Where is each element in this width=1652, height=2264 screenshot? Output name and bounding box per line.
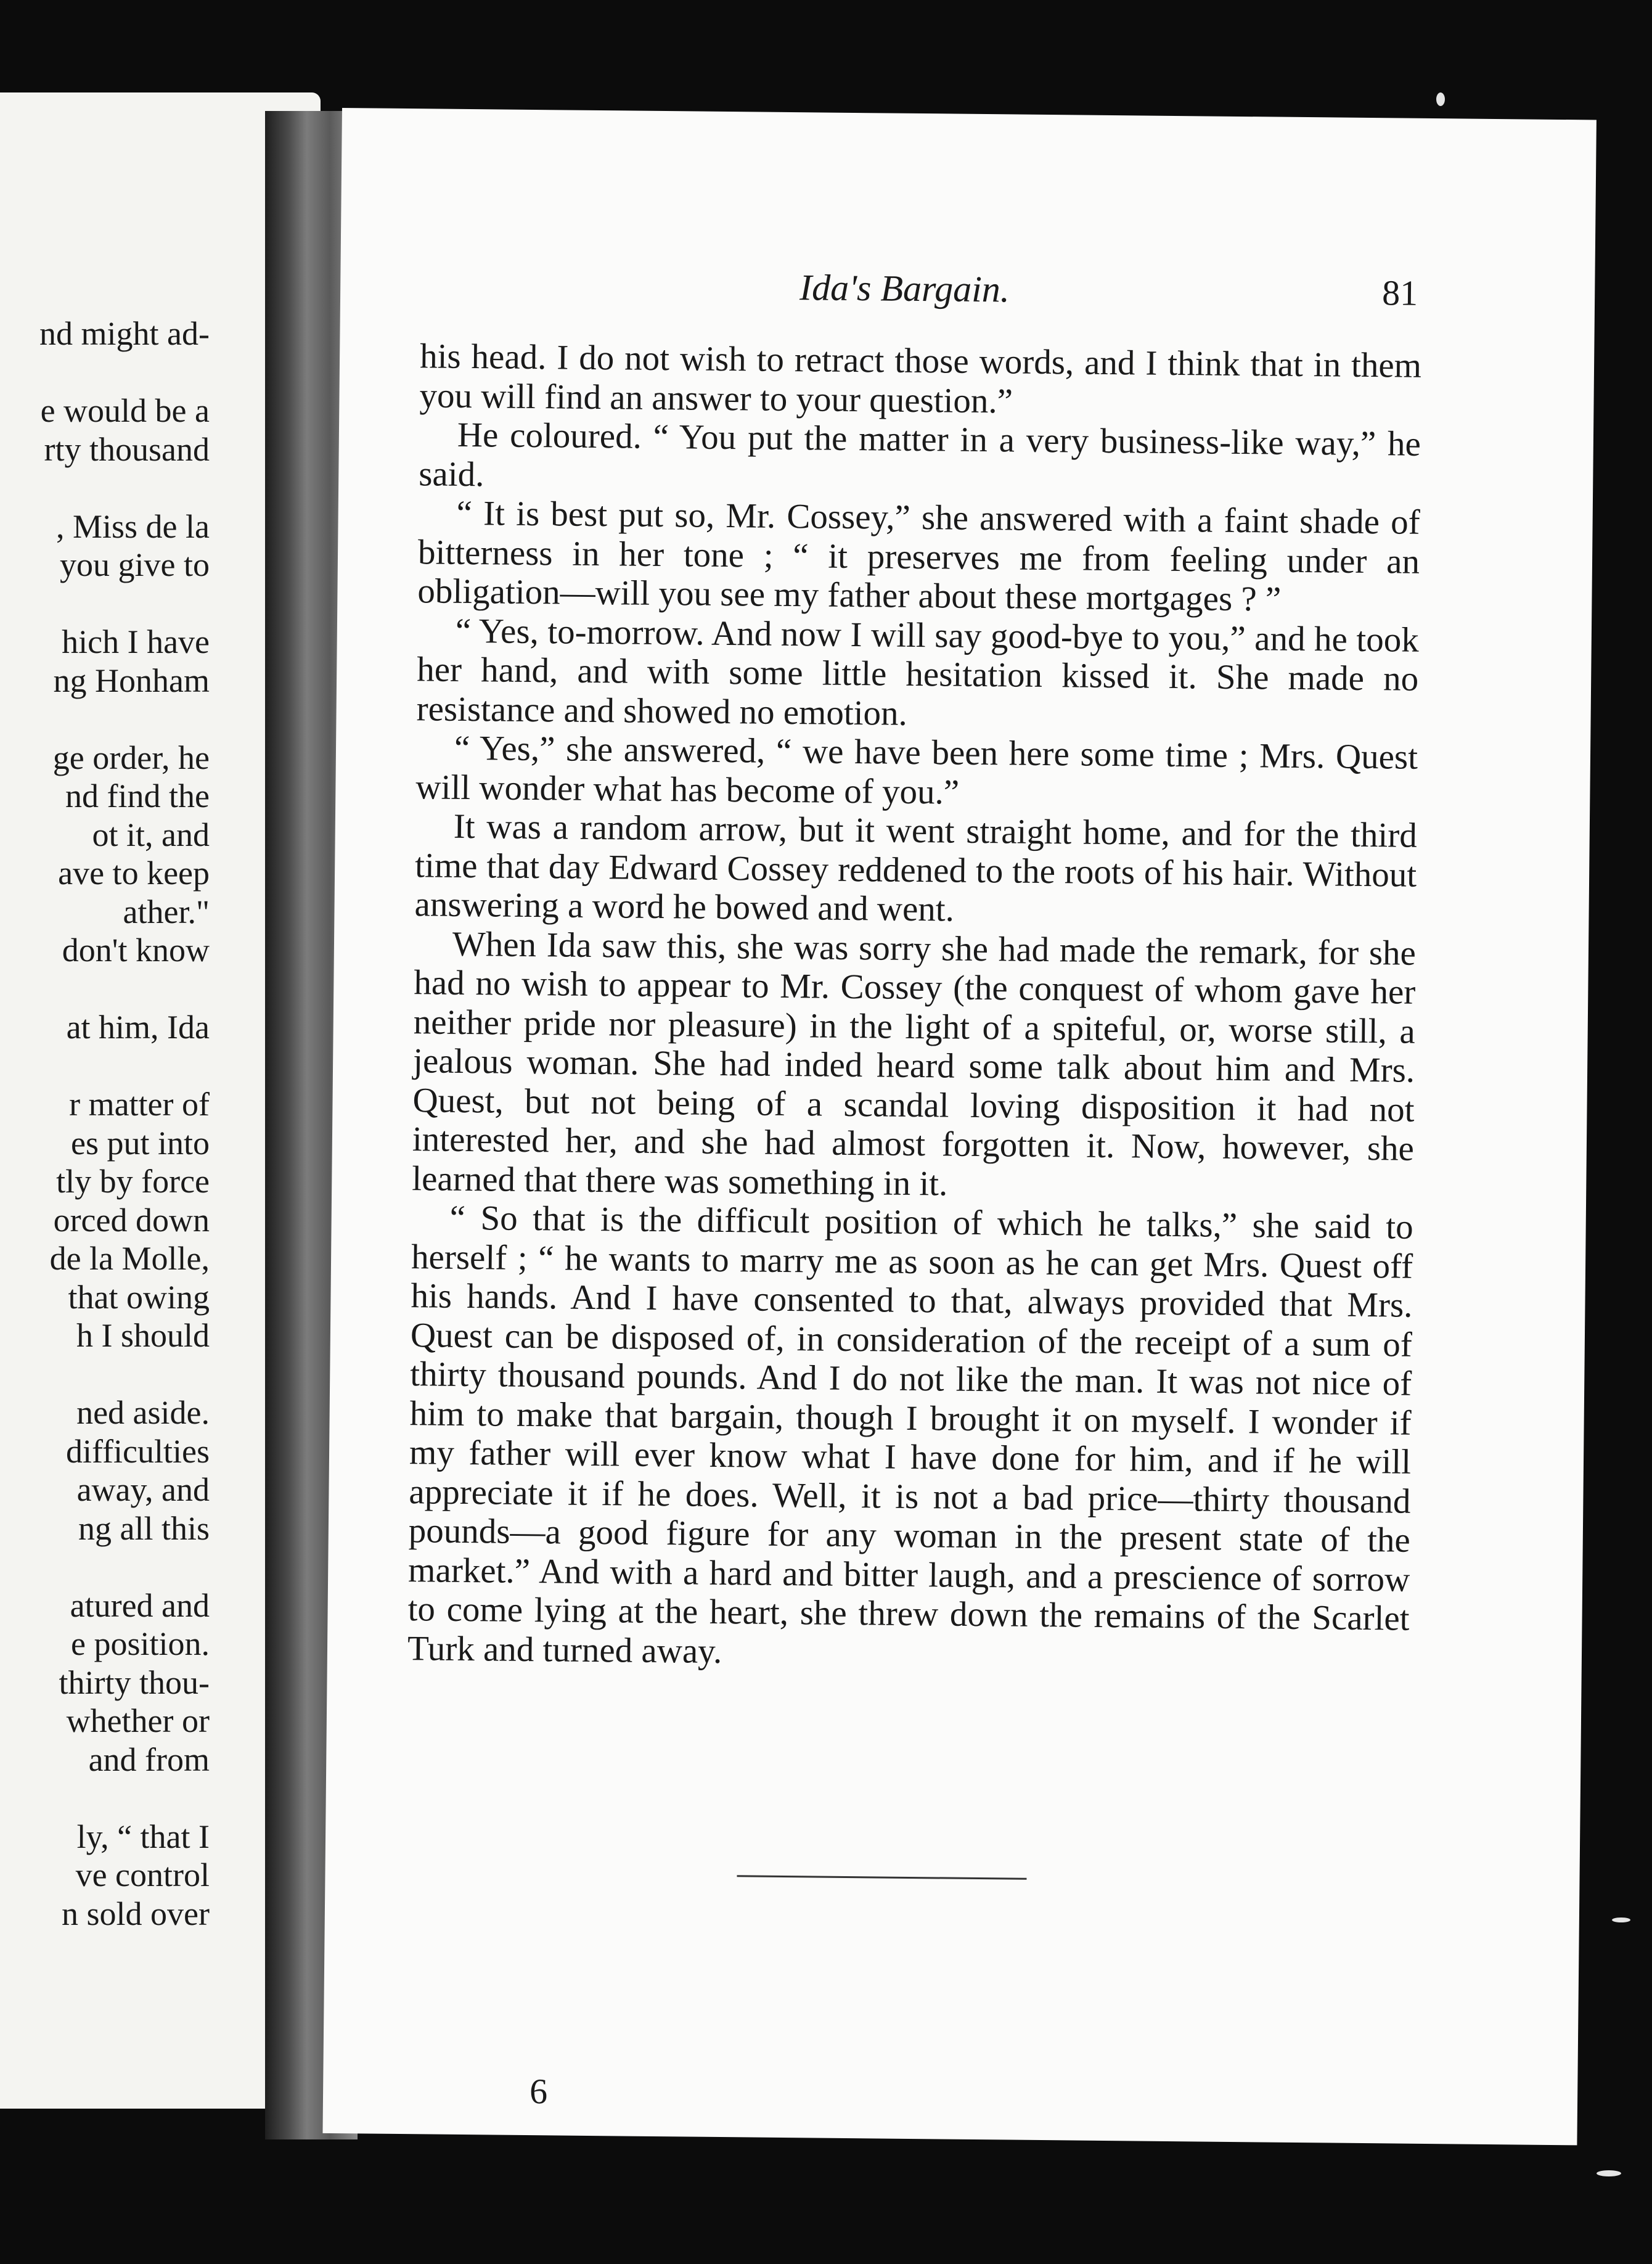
left-line	[0, 353, 210, 392]
left-line: whether or	[66, 1702, 210, 1739]
left-line: ge order, he	[52, 739, 210, 776]
paragraph: When Ida saw this, she was sorry she had made the remark, for she had no wish to appear to Mr. Cossey (the conquest of whom gave her neither pride nor pleasure) in the light of a spiteful, or, worse still, a jealous woman. She had inded heard some talk about him and Mrs. Quest, but not being of a scandal loving disposition it had not interested her, and she had almost forgotten it. Now, however, she learned that there was something in it.	[412, 924, 1417, 1204]
left-line: that owing	[68, 1278, 210, 1316]
left-line: ot it, and	[92, 816, 210, 853]
left-line	[0, 1779, 210, 1818]
left-line: nd might ad-	[39, 315, 210, 352]
left-line	[0, 469, 210, 507]
scan-speck	[1612, 1917, 1630, 1922]
left-line: ly, “ that I	[76, 1818, 210, 1855]
paragraph: “ It is best put so, Mr. Cossey,” she answered with a faint shade of bitterness in her tone ; “ it preserves me from feeling under an obligation—will you see my father about these mortgages ? ”	[417, 493, 1420, 619]
left-line	[0, 1355, 210, 1394]
right-page	[322, 108, 1596, 2145]
left-line: r matter of	[69, 1086, 210, 1123]
left-line	[0, 700, 210, 739]
scan-speck	[1436, 92, 1445, 106]
left-line	[0, 1047, 210, 1086]
left-line	[0, 1548, 210, 1586]
left-line: and from	[88, 1741, 210, 1778]
paragraph: “ So that is the difficult position of which he talks,” she said to herself ; “ he wants to marry me as soon as he can get Mrs. Quest off his hands. And I have consented to that, always provided that Mrs. Quest can be disposed of, in consideration of the receipt of a sum of thirty thousand pounds. And I do not like the man. It was not nice of him to make that bargain, though I brought it on myself. I wonder if my father will ever know what I have done for him, and if he will appreciate it if he does. Well, it is not a bad price—thirty thousand pounds—a good figure for any woman in the present state of the market.” And with a hard and bitter laugh, and a prescience of sorrow to come lying at the heart, she threw down the remains of the Scarlet Turk and turned away.	[407, 1198, 1413, 1671]
chapter-end-rule	[737, 1875, 1026, 1880]
signature-mark: 6	[529, 2071, 548, 2112]
left-line: orced down	[53, 1201, 210, 1239]
left-line: nd find the	[65, 777, 210, 814]
left-line: away, and	[76, 1471, 210, 1508]
left-line: ng all this	[78, 1509, 210, 1547]
left-line: ve control	[75, 1856, 210, 1893]
left-line: tly by force	[56, 1163, 210, 1200]
left-line: thirty thou-	[59, 1663, 210, 1701]
left-line: , Miss de la	[56, 507, 210, 545]
left-line: ng Honham	[53, 662, 210, 699]
left-line	[0, 584, 210, 623]
left-line: e would be a	[40, 392, 210, 429]
left-line: atured and	[70, 1586, 210, 1624]
paragraph: “ Yes, to-morrow. And now I will say good-bye to you,” and he took her hand, and with some little hesitation kissed it. She made no resistance and showed no emotion.	[416, 611, 1420, 733]
left-line: at him, Ida	[66, 1009, 210, 1046]
left-line: you give to	[60, 546, 210, 583]
left-line: n sold over	[62, 1895, 210, 1932]
left-line: rty thousand	[44, 430, 210, 468]
page-number: 81	[1381, 273, 1418, 313]
left-line: es put into	[71, 1124, 210, 1162]
body-text	[407, 337, 1422, 1677]
left-line: ave to keep	[58, 855, 210, 892]
paragraph: It was a random arrow, but it went straight home, and for the third time that day Edward Cossey reddened to the roots of his hair. Without answering a word he bowed and went.	[414, 806, 1418, 929]
left-line: hich I have	[62, 623, 210, 660]
left-line: don't know	[62, 932, 210, 969]
left-line: de la Molle,	[49, 1240, 210, 1277]
paragraph: He coloured. “ You put the matter in a very business-like way,” he said.	[419, 415, 1421, 494]
left-line: h I should	[76, 1317, 210, 1354]
left-line: ned aside.	[76, 1394, 210, 1431]
paragraph: his head. I do not wish to retract those words, and I think that in them you will find an answer to your question.”	[419, 337, 1422, 420]
paragraph: “ Yes,” she answered, “ we have been here some time ; Mrs. Quest will wonder what has become of you.”	[415, 728, 1418, 812]
left-line: ather."	[123, 893, 210, 930]
left-line: e position.	[71, 1625, 210, 1662]
scan-speck	[1597, 2170, 1621, 2176]
left-line	[0, 970, 210, 1009]
running-head: Ida's Bargain.	[799, 267, 1010, 310]
left-page-text	[0, 314, 210, 1933]
left-line: difficulties	[66, 1432, 210, 1470]
